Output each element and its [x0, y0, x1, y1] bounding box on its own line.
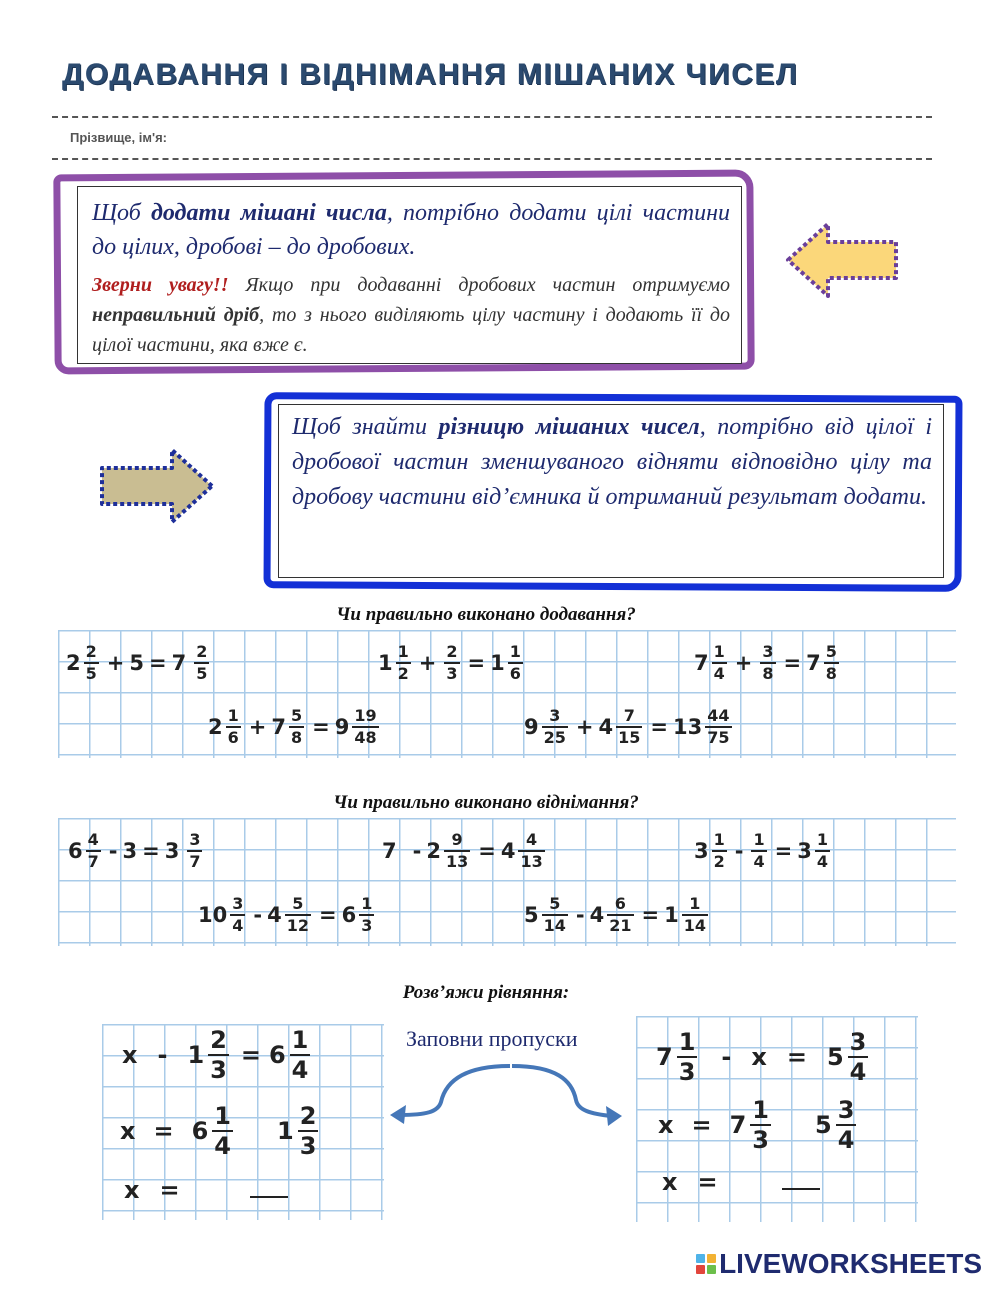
result-whole: 9 — [334, 715, 350, 739]
equals-sign: = — [478, 839, 496, 863]
result-fraction — [705, 708, 731, 746]
addition-rule-text — [92, 196, 730, 264]
denominator: 4 — [713, 664, 725, 683]
denominator: 7 — [87, 852, 99, 871]
arrow-right-icon — [96, 444, 218, 528]
result-fraction — [290, 1028, 311, 1082]
subtraction-example-3 — [694, 832, 833, 870]
whole-number: 1 — [378, 651, 393, 675]
fraction — [285, 896, 311, 934]
numerator: 3 — [232, 894, 244, 913]
denominator: 13 — [520, 852, 543, 871]
rule-text-part: Щоб знайти — [292, 414, 439, 440]
result-whole: 6 — [268, 1041, 286, 1069]
equals-sign: = — [467, 651, 486, 675]
numerator: 1 — [361, 894, 373, 913]
numerator: 44 — [707, 706, 730, 725]
denominator: 4 — [214, 1132, 231, 1160]
whole-number: 5 — [524, 903, 539, 927]
denominator: 3 — [210, 1056, 227, 1084]
fraction — [760, 644, 775, 682]
equals-sign: = — [153, 1117, 174, 1145]
denominator: 4 — [816, 852, 828, 871]
operator: - — [721, 1043, 732, 1071]
denominator: 4 — [232, 916, 244, 935]
whole-number: 1 — [187, 1041, 205, 1069]
numerator: 1 — [509, 642, 521, 661]
denominator: 3 — [361, 916, 373, 935]
denominator: 4 — [291, 1056, 309, 1084]
result-whole: 3 — [797, 839, 812, 863]
operator: + — [106, 651, 125, 675]
rule-text-bold: неправильний дріб — [92, 304, 260, 326]
fraction — [289, 708, 304, 746]
logo-mark-icon — [696, 1254, 716, 1274]
rule-text-bold: різницю мішаних чисел — [438, 414, 700, 440]
result-fraction — [815, 832, 830, 870]
addition-example-4 — [208, 708, 382, 746]
numerator: 4 — [87, 830, 99, 849]
rule-text-part: , то з нього виділяють цілу частину і додають її до цілої частини, яка вже є. — [92, 304, 731, 356]
fraction — [444, 644, 459, 682]
whole-number: 7 — [382, 839, 397, 863]
equals-sign: = — [318, 903, 337, 927]
result-fraction — [187, 832, 202, 870]
numerator: 4 — [526, 830, 538, 849]
whole-number: 2 — [208, 715, 223, 739]
denominator: 6 — [227, 728, 239, 747]
equation-right-line-2 — [658, 1098, 860, 1152]
equations-section-title: Розв’яжи рівняння: — [402, 982, 570, 1003]
result-whole: 5 — [826, 1043, 844, 1071]
fraction — [230, 896, 245, 934]
subtraction-example-4 — [198, 896, 377, 934]
numerator: 2 — [446, 642, 458, 661]
whole-number: 9 — [524, 715, 539, 739]
numerator: 2 — [85, 642, 97, 661]
result-whole: 7 — [806, 651, 821, 675]
numerator: 3 — [762, 642, 774, 661]
denominator: 12 — [286, 916, 309, 935]
subtraction-section-title: Чи правильно виконано віднімання? — [333, 792, 639, 813]
result-whole: 3 — [164, 839, 180, 863]
answer-blank[interactable] — [782, 1174, 820, 1190]
equals-sign: = — [641, 903, 660, 927]
operator: + — [734, 651, 753, 675]
denominator: 7 — [189, 852, 201, 871]
denominator: 3 — [752, 1126, 769, 1154]
liveworksheets-logo[interactable] — [696, 1248, 982, 1280]
fraction — [712, 644, 727, 682]
operator: + — [418, 651, 437, 675]
numerator: 9 — [451, 830, 463, 849]
operator: + — [248, 715, 267, 739]
fraction — [836, 1098, 857, 1152]
denominator: 48 — [354, 728, 377, 747]
equation-right-line-1 — [656, 1030, 872, 1084]
denominator: 6 — [509, 664, 521, 683]
result-fraction — [508, 644, 523, 682]
operator-blank[interactable] — [237, 1124, 277, 1138]
whole-number: 6 — [191, 1117, 209, 1145]
whole-number: 10 — [198, 903, 228, 927]
rule-text-part: Якщо при додаванні дробових частин отримуємо — [228, 274, 730, 296]
addition-example-3 — [694, 644, 842, 682]
fraction — [226, 708, 241, 746]
denominator: 25 — [543, 728, 566, 747]
denominator: 2 — [397, 664, 409, 683]
numerator: 19 — [354, 706, 377, 725]
denominator: 14 — [543, 916, 566, 935]
numerator: 1 — [689, 894, 701, 913]
equals-sign: = — [312, 715, 330, 739]
subtraction-example-1 — [68, 832, 205, 870]
denominator: 13 — [445, 852, 469, 871]
addition-example-5 — [524, 708, 735, 746]
numerator: 1 — [214, 1102, 231, 1130]
whole-number: 4 — [267, 903, 282, 927]
denominator: 5 — [85, 664, 97, 683]
addition-example-2 — [378, 644, 526, 682]
result-whole: 1 — [664, 903, 679, 927]
denominator: 3 — [678, 1058, 696, 1086]
denominator: 4 — [837, 1126, 855, 1154]
fill-blanks-hint: Заповни пропуски — [406, 1026, 578, 1051]
numerator: 1 — [227, 706, 239, 725]
equals-sign: = — [774, 839, 793, 863]
attention-text — [92, 270, 730, 360]
whole-number: 3 — [122, 839, 138, 863]
result-fraction — [848, 1030, 869, 1084]
numerator: 1 — [291, 1026, 309, 1054]
double-curved-arrow-icon — [386, 1060, 626, 1130]
equals-sign: = — [697, 1168, 718, 1196]
denominator: 75 — [707, 728, 730, 747]
fraction — [750, 1098, 771, 1152]
numerator: 1 — [678, 1028, 696, 1056]
variable-x: x — [658, 1111, 674, 1139]
fraction — [712, 832, 727, 870]
fraction — [542, 708, 568, 746]
operator-blank[interactable] — [775, 1118, 815, 1132]
denominator: 3 — [299, 1132, 317, 1160]
denominator: 3 — [446, 664, 458, 683]
equals-sign: = — [691, 1111, 712, 1139]
addition-example-1 — [66, 644, 212, 682]
variable-x: x — [662, 1168, 678, 1196]
divider-bottom — [52, 158, 932, 160]
whole-number: 7 — [271, 715, 286, 739]
numerator: 5 — [292, 894, 304, 913]
equals-sign: = — [142, 839, 160, 863]
numerator: 5 — [825, 642, 837, 661]
result-fraction — [359, 896, 374, 934]
operator: - — [108, 839, 118, 863]
variable-x: x — [122, 1041, 138, 1069]
equation-left-line-2 — [120, 1104, 322, 1158]
operator: - — [253, 903, 263, 927]
denominator: 4 — [849, 1058, 867, 1086]
fraction — [607, 896, 633, 934]
fraction — [616, 708, 642, 746]
operator: - — [734, 839, 744, 863]
operator: - — [412, 839, 422, 863]
variable-x: x — [124, 1176, 140, 1204]
equals-sign: = — [786, 1043, 807, 1071]
addition-section-title: Чи правильно виконано додавання? — [336, 604, 636, 625]
numerator: 1 — [816, 830, 828, 849]
subtraction-example-2 — [382, 832, 548, 870]
denominator: 5 — [196, 664, 208, 683]
whole-number: 2 — [426, 839, 441, 863]
result-fraction — [824, 644, 839, 682]
name-label: Прізвище, ім'я: — [70, 130, 167, 145]
numerator: 2 — [196, 642, 208, 661]
variable-x: x — [120, 1117, 136, 1145]
result-whole: 4 — [500, 839, 516, 863]
denominator: 15 — [618, 728, 641, 747]
whole-number: 5 — [815, 1111, 832, 1139]
equals-sign: = — [149, 651, 167, 675]
whole-number: 1 — [277, 1117, 294, 1145]
result-whole: 13 — [673, 715, 703, 739]
equation-left-line-3 — [124, 1176, 288, 1204]
numerator: 7 — [623, 706, 635, 725]
numerator: 3 — [549, 706, 561, 725]
numerator: 1 — [752, 1096, 769, 1124]
numerator: 3 — [849, 1028, 867, 1056]
operator: - — [575, 903, 585, 927]
numerator: 5 — [291, 706, 303, 725]
numerator: 1 — [753, 830, 765, 849]
fraction — [86, 832, 101, 870]
numerator: 6 — [614, 894, 626, 913]
whole-number: 4 — [589, 903, 605, 927]
variable-x: x — [751, 1043, 767, 1071]
fraction — [542, 896, 568, 934]
answer-blank[interactable] — [250, 1182, 288, 1198]
result-whole: 7 — [171, 651, 187, 675]
equation-left-line-1 — [122, 1028, 314, 1082]
attention-label: Зверни увагу!! — [92, 274, 229, 296]
logo-text: LIVEWORKSHEETS — [719, 1248, 982, 1279]
denominator: 8 — [762, 664, 774, 683]
fraction — [751, 832, 766, 870]
result-fraction — [682, 896, 708, 934]
whole-number: 4 — [598, 715, 614, 739]
result-fraction — [518, 832, 544, 870]
denominator: 21 — [609, 916, 632, 935]
numerator: 3 — [837, 1096, 855, 1124]
equals-sign: = — [240, 1041, 261, 1069]
divider-top — [52, 116, 932, 118]
whole-number: 5 — [129, 651, 144, 675]
numerator: 1 — [713, 830, 725, 849]
subtraction-example-5 — [524, 896, 711, 934]
operator: - — [157, 1041, 168, 1069]
fraction — [298, 1104, 319, 1158]
arrow-left-icon — [782, 218, 904, 302]
fraction — [212, 1104, 233, 1158]
rule-text-part: Щоб — [92, 200, 151, 226]
result-fraction — [352, 708, 378, 746]
whole-number: 6 — [68, 839, 83, 863]
numerator: 2 — [299, 1102, 317, 1130]
fraction — [208, 1028, 229, 1082]
rule-text-bold: додати мішані числа — [150, 200, 387, 226]
whole-number: 7 — [656, 1043, 673, 1071]
result-whole: 1 — [490, 651, 505, 675]
numerator: 1 — [397, 642, 409, 661]
whole-number: 7 — [694, 651, 709, 675]
equals-sign: = — [159, 1176, 180, 1204]
fraction — [677, 1030, 698, 1084]
numerator: 3 — [189, 830, 201, 849]
numerator: 1 — [713, 642, 725, 661]
fraction — [84, 644, 99, 682]
whole-number: 7 — [729, 1111, 747, 1139]
fraction — [396, 644, 411, 682]
numerator: 5 — [549, 894, 561, 913]
rule-text-part: , потрібно від цілої і дробової частин зменшуваного відняти відповідно цілу та дробову частини від’ємника й отриманий результат додати. — [292, 414, 932, 510]
operator: + — [575, 715, 594, 739]
numerator: 2 — [210, 1026, 227, 1054]
equals-sign: = — [783, 651, 802, 675]
denominator: 2 — [713, 852, 725, 871]
subtraction-rule-text — [292, 410, 932, 515]
page-title: ДОДАВАННЯ І ВІДНІМАННЯ МІШАНИХ ЧИСЕЛ — [62, 58, 799, 91]
equation-right-line-3 — [662, 1168, 820, 1196]
denominator: 8 — [825, 664, 837, 683]
denominator: 4 — [753, 852, 765, 871]
result-whole: 6 — [341, 903, 357, 927]
denominator: 14 — [683, 916, 706, 935]
equals-sign: = — [650, 715, 668, 739]
result-fraction — [194, 644, 209, 682]
fraction — [444, 832, 470, 870]
denominator: 8 — [291, 728, 303, 747]
whole-number: 3 — [694, 839, 709, 863]
whole-number: 2 — [66, 651, 81, 675]
rule-text-part: , потрібно додати цілі частини до цілих, дробові – до дробових. — [92, 200, 730, 260]
